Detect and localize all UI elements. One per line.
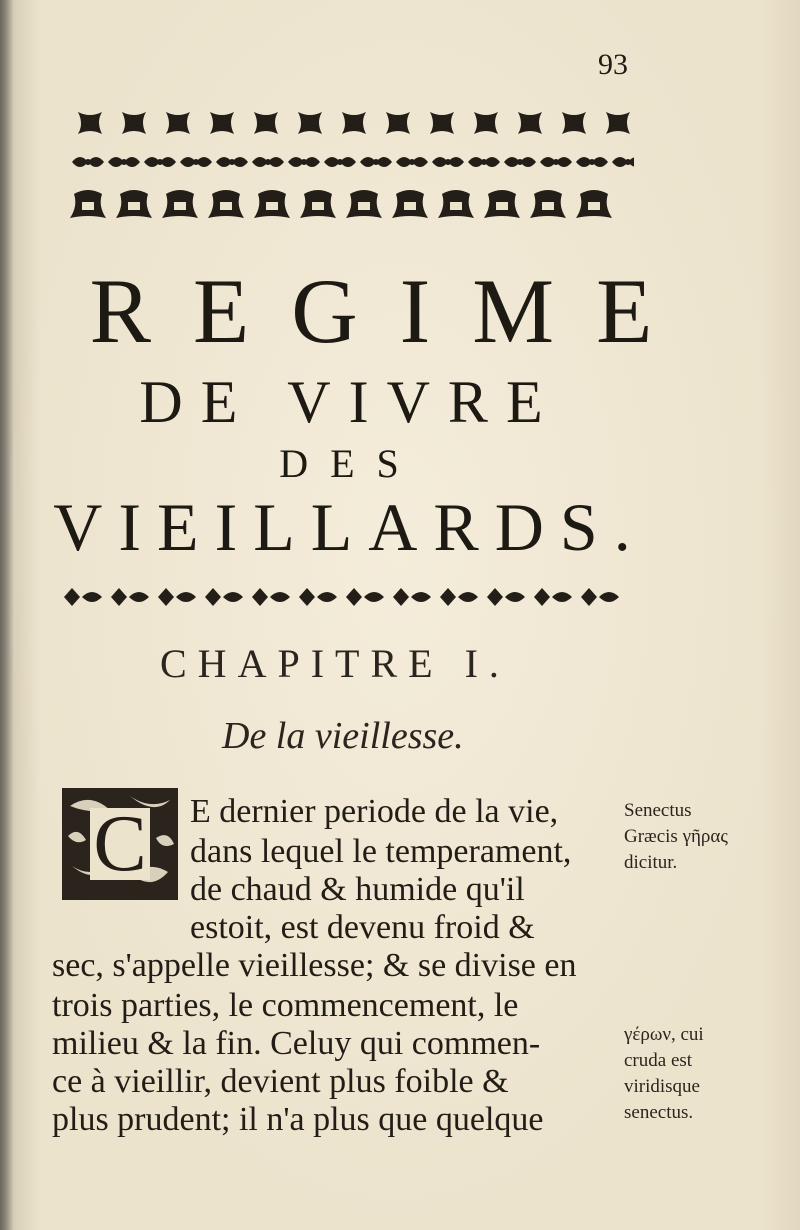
body-line-6: trois parties, le commencement, le — [52, 987, 519, 1024]
title-vieillards: VIEILLARDS. — [53, 489, 647, 565]
margin-note-cruda: cruda est — [624, 1050, 693, 1071]
margin-note-dicitur: dicitur. — [624, 852, 678, 873]
chapter-heading: CHAPITRE I. — [160, 641, 510, 686]
decorated-initial-c — [60, 786, 180, 902]
page-number: 93 — [598, 48, 628, 81]
title-des: DES — [279, 441, 421, 486]
body-line-8: ce à vieillir, devient plus foible & — [52, 1063, 509, 1100]
body-line-4: estoit, est devenu froid & — [190, 909, 535, 946]
title-de-vivre: DE VIVRE — [139, 369, 561, 435]
margin-note-viridisque: viridisque — [624, 1076, 700, 1097]
body-line-3: de chaud & humide qu'il — [190, 871, 525, 908]
margin-note-graecis: Græcis γῆρας — [624, 826, 728, 847]
body-line-9: plus prudent; il n'a plus que quelque — [52, 1101, 544, 1138]
body-line-7: milieu & la fin. Celuy qui commen- — [52, 1025, 541, 1062]
drop-cap-letter: C — [93, 800, 147, 888]
margin-note-geron: γέρων, cui — [624, 1024, 704, 1045]
chapter-subtitle: De la vieillesse. — [222, 715, 464, 757]
body-line-2: dans lequel le temperament, — [190, 833, 572, 870]
margin-note-senectus-end: senectus. — [624, 1102, 694, 1123]
printers-ornament-headpiece — [68, 102, 634, 252]
body-line-5: sec, s'appelle vieillesse; & se divise en — [52, 947, 577, 984]
title-regime: REGIME — [89, 260, 695, 362]
body-line-1: E dernier periode de la vie, — [190, 793, 559, 830]
ornamental-divider — [62, 582, 622, 612]
margin-note-senectus: Senectus — [624, 800, 692, 821]
